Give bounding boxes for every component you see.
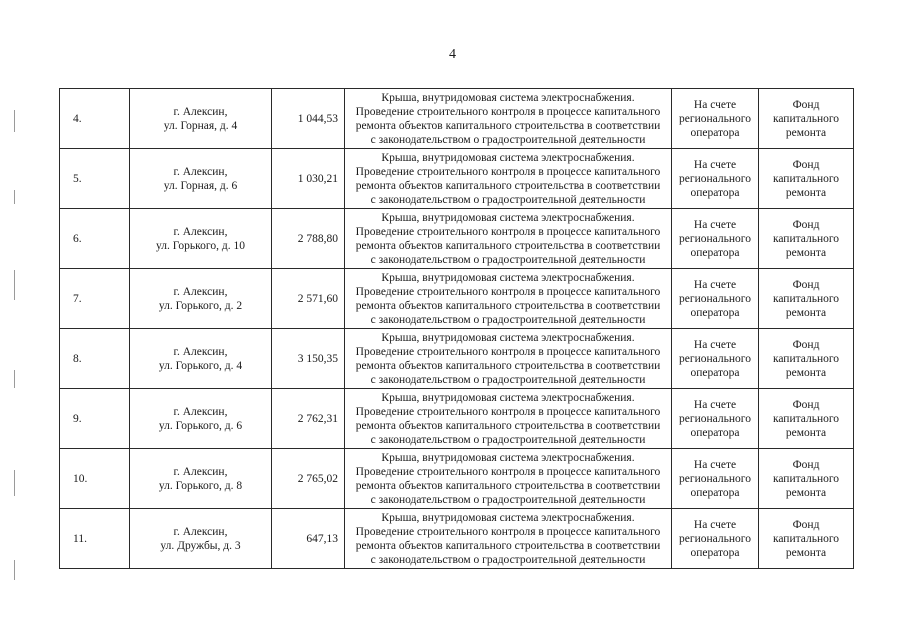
address-cell xyxy=(130,209,272,269)
row-number: 8. xyxy=(60,329,130,389)
works-line: Крыша, внутридомовая система электроснабжения. xyxy=(381,211,635,224)
table-row xyxy=(60,149,854,209)
fund-cell xyxy=(759,389,854,449)
account-line: На счете xyxy=(693,338,737,351)
address-cell xyxy=(130,449,272,509)
fund-line: капитального xyxy=(772,412,840,425)
account-cell xyxy=(672,89,759,149)
scan-mark xyxy=(14,370,15,388)
address-line: ул. Горького, д. 10 xyxy=(156,239,245,252)
works-line: Крыша, внутридомовая система электроснабжения. xyxy=(381,391,635,404)
fund-line: капитального xyxy=(772,532,840,545)
works-cell xyxy=(345,209,672,269)
address-cell xyxy=(130,149,272,209)
works-cell xyxy=(345,389,672,449)
address-line: г. Алексин, xyxy=(173,105,228,118)
account-line: оператора xyxy=(690,246,740,259)
fund-cell xyxy=(759,449,854,509)
fund-line: ремонта xyxy=(785,126,827,139)
fund-line: капитального xyxy=(772,172,840,185)
account-cell xyxy=(672,269,759,329)
address-line: г. Алексин, xyxy=(173,165,228,178)
address-line: г. Алексин, xyxy=(173,285,228,298)
works-line: Проведение строительного контроля в процессе капитального xyxy=(355,525,661,538)
fund-line: Фонд xyxy=(792,158,820,171)
account-cell xyxy=(672,329,759,389)
fund-cell xyxy=(759,509,854,569)
account-line: регионального xyxy=(679,412,751,425)
fund-line: капитального xyxy=(772,472,840,485)
address-line: ул. Горная, д. 4 xyxy=(163,119,238,132)
area-cell: 1 044,53 xyxy=(272,89,345,149)
fund-cell xyxy=(759,149,854,209)
works-line: с законодательством о градостроительной деятельности xyxy=(370,433,646,446)
table-row xyxy=(60,329,854,389)
repair-schedule-table xyxy=(59,88,854,569)
fund-cell xyxy=(759,269,854,329)
fund-line: Фонд xyxy=(792,518,820,531)
area-cell: 2 788,80 xyxy=(272,209,345,269)
fund-line: ремонта xyxy=(785,546,827,559)
row-number: 11. xyxy=(60,509,130,569)
works-cell xyxy=(345,449,672,509)
account-line: На счете xyxy=(693,278,737,291)
fund-line: ремонта xyxy=(785,426,827,439)
area-cell: 2 762,31 xyxy=(272,389,345,449)
account-line: оператора xyxy=(690,366,740,379)
account-line: На счете xyxy=(693,158,737,171)
address-line: ул. Горького, д. 4 xyxy=(158,359,243,372)
works-line: Крыша, внутридомовая система электроснабжения. xyxy=(381,271,635,284)
row-number: 6. xyxy=(60,209,130,269)
fund-line: Фонд xyxy=(792,98,820,111)
table-row xyxy=(60,89,854,149)
fund-line: ремонта xyxy=(785,366,827,379)
area-cell: 3 150,35 xyxy=(272,329,345,389)
account-line: На счете xyxy=(693,218,737,231)
fund-line: ремонта xyxy=(785,246,827,259)
works-line: Крыша, внутридомовая система электроснабжения. xyxy=(381,151,635,164)
works-line: с законодательством о градостроительной деятельности xyxy=(370,373,646,386)
works-line: ремонта объектов капитального строительства в соответствии xyxy=(355,419,661,432)
fund-cell xyxy=(759,209,854,269)
address-line: г. Алексин, xyxy=(173,465,228,478)
account-line: оператора xyxy=(690,486,740,499)
account-cell xyxy=(672,149,759,209)
address-line: ул. Горького, д. 2 xyxy=(158,299,243,312)
works-line: ремонта объектов капитального строительства в соответствии xyxy=(355,479,661,492)
page-number: 4 xyxy=(449,47,456,62)
table-row xyxy=(60,389,854,449)
works-line: Проведение строительного контроля в процессе капитального xyxy=(355,105,661,118)
area-cell: 1 030,21 xyxy=(272,149,345,209)
account-line: На счете xyxy=(693,518,737,531)
address-cell xyxy=(130,389,272,449)
works-line: Проведение строительного контроля в процессе капитального xyxy=(355,225,661,238)
works-line: ремонта объектов капитального строительства в соответствии xyxy=(355,239,661,252)
works-line: Проведение строительного контроля в процессе капитального xyxy=(355,165,661,178)
account-cell xyxy=(672,449,759,509)
area-cell: 647,13 xyxy=(272,509,345,569)
account-line: регионального xyxy=(679,532,751,545)
address-cell xyxy=(130,509,272,569)
account-line: регионального xyxy=(679,172,751,185)
row-number: 4. xyxy=(60,89,130,149)
fund-cell xyxy=(759,329,854,389)
scan-mark xyxy=(14,470,15,496)
account-line: На счете xyxy=(693,98,737,111)
works-line: с законодательством о градостроительной деятельности xyxy=(370,493,646,506)
works-line: Проведение строительного контроля в процессе капитального xyxy=(355,345,661,358)
works-line: Крыша, внутридомовая система электроснабжения. xyxy=(381,511,635,524)
row-number: 10. xyxy=(60,449,130,509)
area-cell: 2 765,02 xyxy=(272,449,345,509)
fund-line: Фонд xyxy=(792,398,820,411)
works-line: с законодательством о градостроительной деятельности xyxy=(370,133,646,146)
fund-line: Фонд xyxy=(792,278,820,291)
address-line: ул. Дружбы, д. 3 xyxy=(160,539,241,552)
table-row xyxy=(60,209,854,269)
account-line: регионального xyxy=(679,292,751,305)
works-line: ремонта объектов капитального строительства в соответствии xyxy=(355,299,661,312)
scan-mark xyxy=(14,560,15,580)
works-line: Проведение строительного контроля в процессе капитального xyxy=(355,405,661,418)
works-line: с законодательством о градостроительной деятельности xyxy=(370,193,646,206)
table-row xyxy=(60,449,854,509)
table-row xyxy=(60,269,854,329)
works-line: ремонта объектов капитального строительства в соответствии xyxy=(355,359,661,372)
works-line: с законодательством о градостроительной деятельности xyxy=(370,253,646,266)
works-cell xyxy=(345,329,672,389)
scan-mark xyxy=(14,270,15,300)
works-line: Проведение строительного контроля в процессе капитального xyxy=(355,465,661,478)
account-line: оператора xyxy=(690,306,740,319)
account-line: регионального xyxy=(679,472,751,485)
row-number: 9. xyxy=(60,389,130,449)
account-line: оператора xyxy=(690,426,740,439)
works-line: Крыша, внутридомовая система электроснабжения. xyxy=(381,451,635,464)
works-line: ремонта объектов капитального строительства в соответствии xyxy=(355,119,661,132)
account-cell xyxy=(672,209,759,269)
account-line: оператора xyxy=(690,186,740,199)
fund-line: Фонд xyxy=(792,458,820,471)
address-cell xyxy=(130,89,272,149)
row-number: 7. xyxy=(60,269,130,329)
address-line: ул. Горького, д. 6 xyxy=(158,419,243,432)
table-row xyxy=(60,509,854,569)
fund-line: ремонта xyxy=(785,306,827,319)
works-line: Проведение строительного контроля в процессе капитального xyxy=(355,285,661,298)
account-line: На счете xyxy=(693,398,737,411)
works-line: Крыша, внутридомовая система электроснабжения. xyxy=(381,331,635,344)
address-line: г. Алексин, xyxy=(173,345,228,358)
address-line: г. Алексин, xyxy=(173,225,228,238)
address-cell xyxy=(130,269,272,329)
account-cell xyxy=(672,389,759,449)
fund-line: ремонта xyxy=(785,186,827,199)
fund-cell xyxy=(759,89,854,149)
fund-line: Фонд xyxy=(792,338,820,351)
account-line: регионального xyxy=(679,232,751,245)
fund-line: ремонта xyxy=(785,486,827,499)
works-cell xyxy=(345,269,672,329)
address-line: ул. Горная, д. 6 xyxy=(163,179,238,192)
works-cell xyxy=(345,89,672,149)
fund-line: капитального xyxy=(772,232,840,245)
scan-mark xyxy=(14,110,15,132)
works-line: Крыша, внутридомовая система электроснабжения. xyxy=(381,91,635,104)
account-line: оператора xyxy=(690,126,740,139)
works-line: ремонта объектов капитального строительства в соответствии xyxy=(355,539,661,552)
works-line: с законодательством о градостроительной деятельности xyxy=(370,553,646,566)
account-cell xyxy=(672,509,759,569)
account-line: На счете xyxy=(693,458,737,471)
row-number: 5. xyxy=(60,149,130,209)
area-cell: 2 571,60 xyxy=(272,269,345,329)
address-line: ул. Горького, д. 8 xyxy=(158,479,243,492)
account-line: оператора xyxy=(690,546,740,559)
account-line: регионального xyxy=(679,352,751,365)
works-line: с законодательством о градостроительной деятельности xyxy=(370,313,646,326)
address-line: г. Алексин, xyxy=(173,525,228,538)
works-line: ремонта объектов капитального строительства в соответствии xyxy=(355,179,661,192)
fund-line: капитального xyxy=(772,292,840,305)
address-line: г. Алексин, xyxy=(173,405,228,418)
account-line: регионального xyxy=(679,112,751,125)
address-cell xyxy=(130,329,272,389)
fund-line: капитального xyxy=(772,352,840,365)
fund-line: Фонд xyxy=(792,218,820,231)
works-cell xyxy=(345,509,672,569)
table-body xyxy=(60,89,854,569)
fund-line: капитального xyxy=(772,112,840,125)
scan-mark xyxy=(14,190,15,204)
works-cell xyxy=(345,149,672,209)
